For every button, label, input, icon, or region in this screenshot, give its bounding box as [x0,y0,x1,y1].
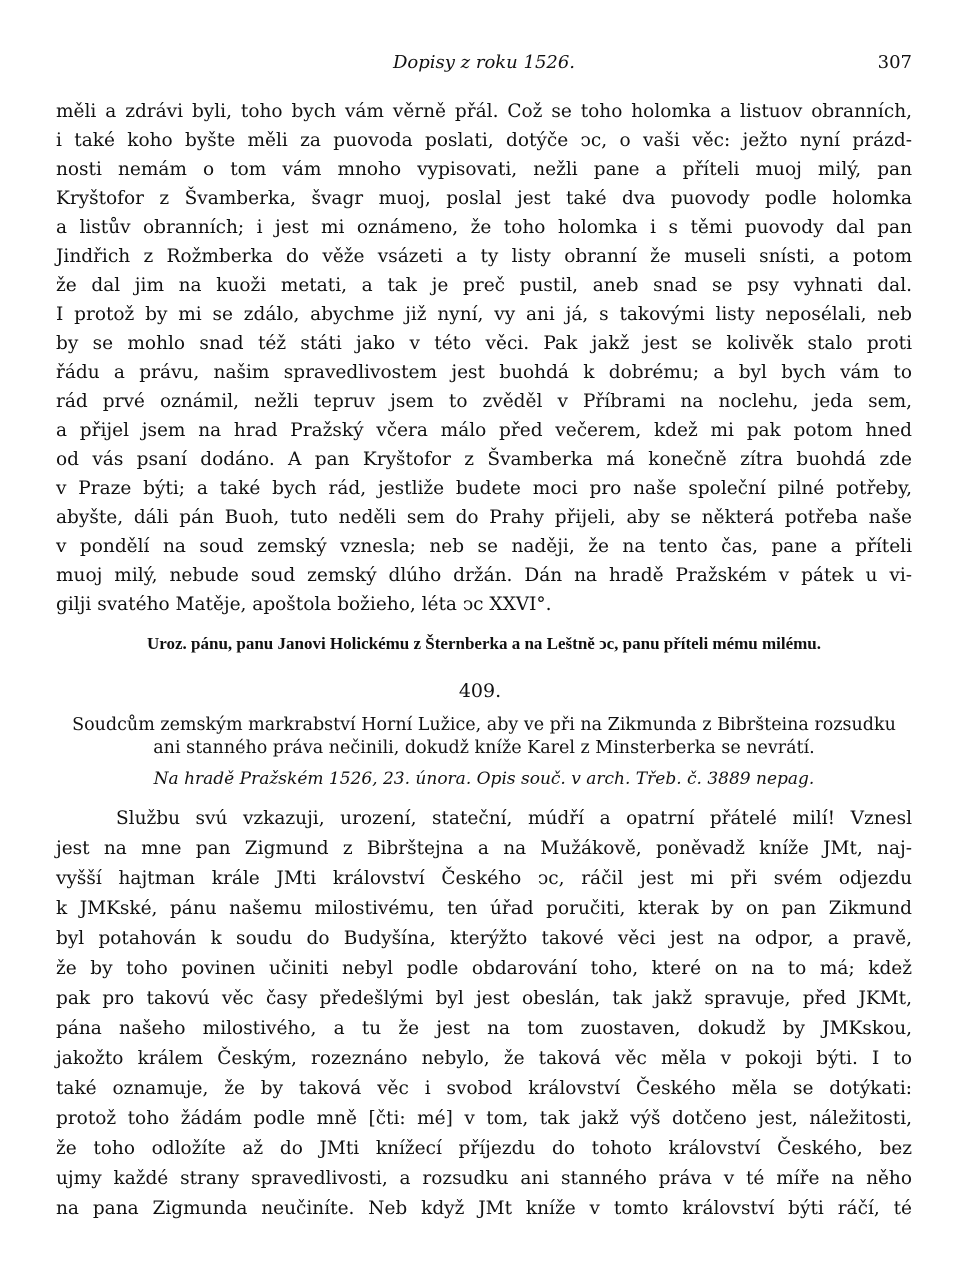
text-line: vyšší hajtman krále JMti království Českého ͻc, ráčil jest mi při svém odjezdu [56,868,912,889]
text-line: i také koho byšte měli za puovoda poslati, dotýče ͻc, o vaši věc: ježto nyní prázd- [56,130,912,151]
text-line: že toho odložíte až do JMti knížecí příjezdu do tohoto království Českého, bez [56,1138,912,1159]
text-line: I protož by mi se zdálo, abychme již nyní, vy ani já, s takovými listy neposélali, neb [56,304,912,325]
text-line: že by toho povinen učiniti nebyl podle obdarování toho, které on na to má; kdež [56,958,912,979]
text-line: jakožto králem Českým, rozeznáno nebylo, že taková věc měla v pokoji býti. I to [56,1048,912,1069]
letter-title-line: Soudcům zemským markrabství Horní Lužice, aby ve při na Zikmunda z Bibršteina rozsudku [72,715,896,735]
text-line: muoj milý, nebude soud zemský dlúho držán. Dán na hradě Pražském v pátek u vi- [56,565,912,586]
text-line: byl potahován k soudu do Budyšína, kterýžto takové věci jest na odpor, a pravě, [56,928,912,949]
text-line: gilji svatého Matěje, apoštola božieho, léta ͻc XXVI°. [56,594,552,615]
text-line: Jindřich z Rožmberka do věže vsázeti a ty listy obranní že museli snísti, a potom [56,246,912,267]
text-line: pak pro takovú věc časy předešlými byl jest obeslán, tak jakž spravuje, před JKMt, [56,988,912,1009]
letter-address: Uroz. pánu, panu Janovi Holickému z Šternberka a na Leštně ͻc, panu příteli mému milému. [146,634,822,653]
text-line: nosti nemám o tom vám mnoho vypisovati, nežli pane a příteli muoj milý, pan [56,159,912,180]
running-title: Dopisy z roku 1526. [392,52,576,73]
page-number: 307 [877,52,912,73]
text-line: od vás psaní dodáno. A pan Kryštofor z Švamberka má konečně zítra buohdá zde [56,449,912,470]
text-line: k JMKské, pánu našemu milostivému, ten úřad poručiti, kterak by on pan Zikmund [56,898,912,919]
text-line: pána našeho milostivého, a tu že jest na tom zuostaven, dokudž by JMKskou, [56,1018,912,1039]
text-line: abyšte, dáli pán Buoh, tuto neděli sem do Prahy přijeli, aby se některá potřeba naše [56,507,912,528]
letter-number: 409. [458,680,502,702]
text-line: na pana Zigmunda neučiníte. Neb když JMt kníže v tomto království býti ráčí, té [56,1198,912,1219]
text-line: by se mohlo snad též státi jako v této věci. Pak jakž jest se kolivěk stalo proti [56,333,912,354]
text-line: protož toho žádám podle mně [čti: mé] v tom, tak jakž výš dotčeno jest, náležitosti, [56,1108,912,1129]
text-line: řádu a právu, našim spravedlivostem jest buohdá k dobrému; a byl bych vám to [56,362,912,383]
letter-title-line: ani stanného práva nečinili, dokudž kníže Karel z Minsterberka se nevrátí. [153,738,815,758]
text-line: že dal jim na kuoži metati, a tak je preč pustil, aneb snad se psy vyhnati dal. [56,275,912,296]
text-line: a přijel jsem na hrad Pražský včera málo před večerem, kdež mi pak potom hned [56,420,912,441]
text-line: Službu svú vzkazuji, urození, stateční, múdří a opatrní přátelé milí! Vznesl [116,808,912,829]
text-line: měli a zdrávi byli, toho bych vám věrně přál. Což se toho holomka a listuov obranních, [56,101,912,122]
page-header [56,52,912,82]
text-line: v Praze býti; a také bych rád, jestliže budete moci pro naše společní pilné potřeby, [56,478,912,499]
text-line: v pondělí na soud zemský vznesla; neb se naději, že na tento čas, pane a příteli [56,536,912,557]
text-line: jest na mne pan Zigmund z Bibrštejna a na Mužákově, poněvadž kníže JMt, naj- [56,838,912,859]
text-line: také oznamuje, že by taková věc i svobod království Českého měla se dotýkati: [56,1078,912,1099]
text-line: ujmy každé strany spravedlivosti, a rozsudku ani stanného práva v té míře na něho [56,1168,912,1189]
text-line: rád prvé oznámil, nežli tepruv jsem to zvěděl v Příbrami na noclehu, jeda sem, [56,391,912,412]
text-line: a listův obranních; i jest mi oznámeno, že toho holomka i s těmi puovody dal pan [56,217,912,238]
letter-source: Na hradě Pražském 1526, 23. února. Opis souč. v arch. Třeb. č. 3889 nepag. [153,769,815,789]
text-line: Kryštofor z Švamberka, švagr muoj, poslal jest také dva puovody podle holomka [56,188,912,209]
